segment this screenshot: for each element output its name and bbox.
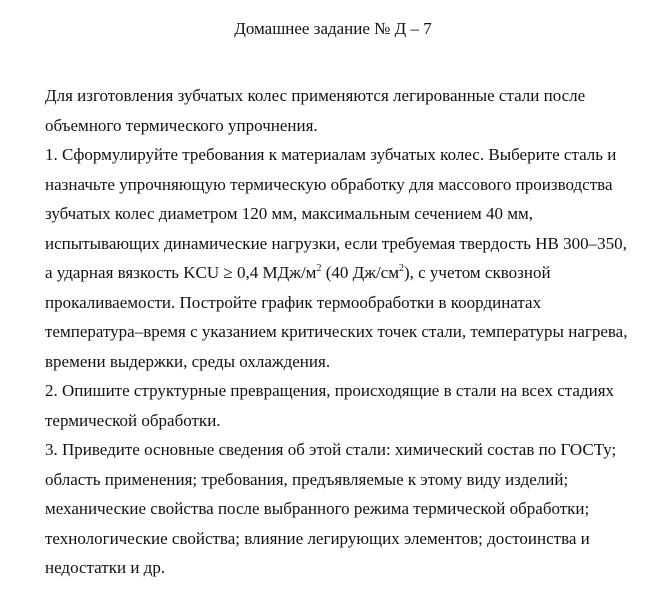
text-line: область применения; требования, предъявляемые к этому виду изделий;	[45, 469, 569, 489]
document-title: Домашнее задание № Д – 7	[234, 19, 432, 38]
text-line: технологические свойства; влияние легирующих элементов; достоинства и	[45, 528, 590, 548]
superscript: 2	[316, 263, 322, 274]
superscript: 2	[398, 263, 404, 274]
text-line: времени выдержки, среды охлаждения.	[45, 351, 331, 371]
text-line: назначьте упрочняющую термическую обработку для массового производства	[45, 174, 613, 194]
text-fragment: (40 Дж/см	[321, 263, 399, 282]
text-line: механические свойства после выбранного режима термической обработки;	[45, 499, 590, 518]
text-line: недостатки и др.	[45, 558, 166, 577]
text-line: Для изготовления зубчатых колес применяются легированные стали после	[45, 86, 586, 105]
text-line: зубчатых колес диаметром 120 мм, максимальным сечением 40 мм,	[45, 204, 533, 223]
text-line: температура–время с указанием критических точек стали, температуры нагрева,	[45, 322, 628, 341]
text-fragment: а ударная вязкость KCU ≥ 0,4 МДж/м	[45, 263, 317, 282]
task-3-line: 3. Приведите основные сведения об этой стали: химический состав по ГОСТу;	[45, 440, 617, 459]
text-line: прокаливаемости. Постройте график термообработки в координатах	[45, 292, 542, 312]
task-2-line: 2. Опишите структурные превращения, происходящие в стали на всех стадиях	[45, 381, 615, 400]
text-line: испытывающих динамические нагрузки, если требуемая твердость НВ 300–350,	[45, 233, 627, 253]
text-line: термической обработки.	[45, 410, 221, 430]
text-line: объемного термического упрочнения.	[45, 115, 318, 135]
task-1-line: 1. Сформулируйте требования к материалам зубчатых колес. Выберите сталь и	[45, 145, 617, 164]
impact-strength-line	[45, 258, 645, 288]
assignment-text	[45, 81, 645, 583]
text-fragment: ), с учетом сквозной	[403, 263, 551, 282]
